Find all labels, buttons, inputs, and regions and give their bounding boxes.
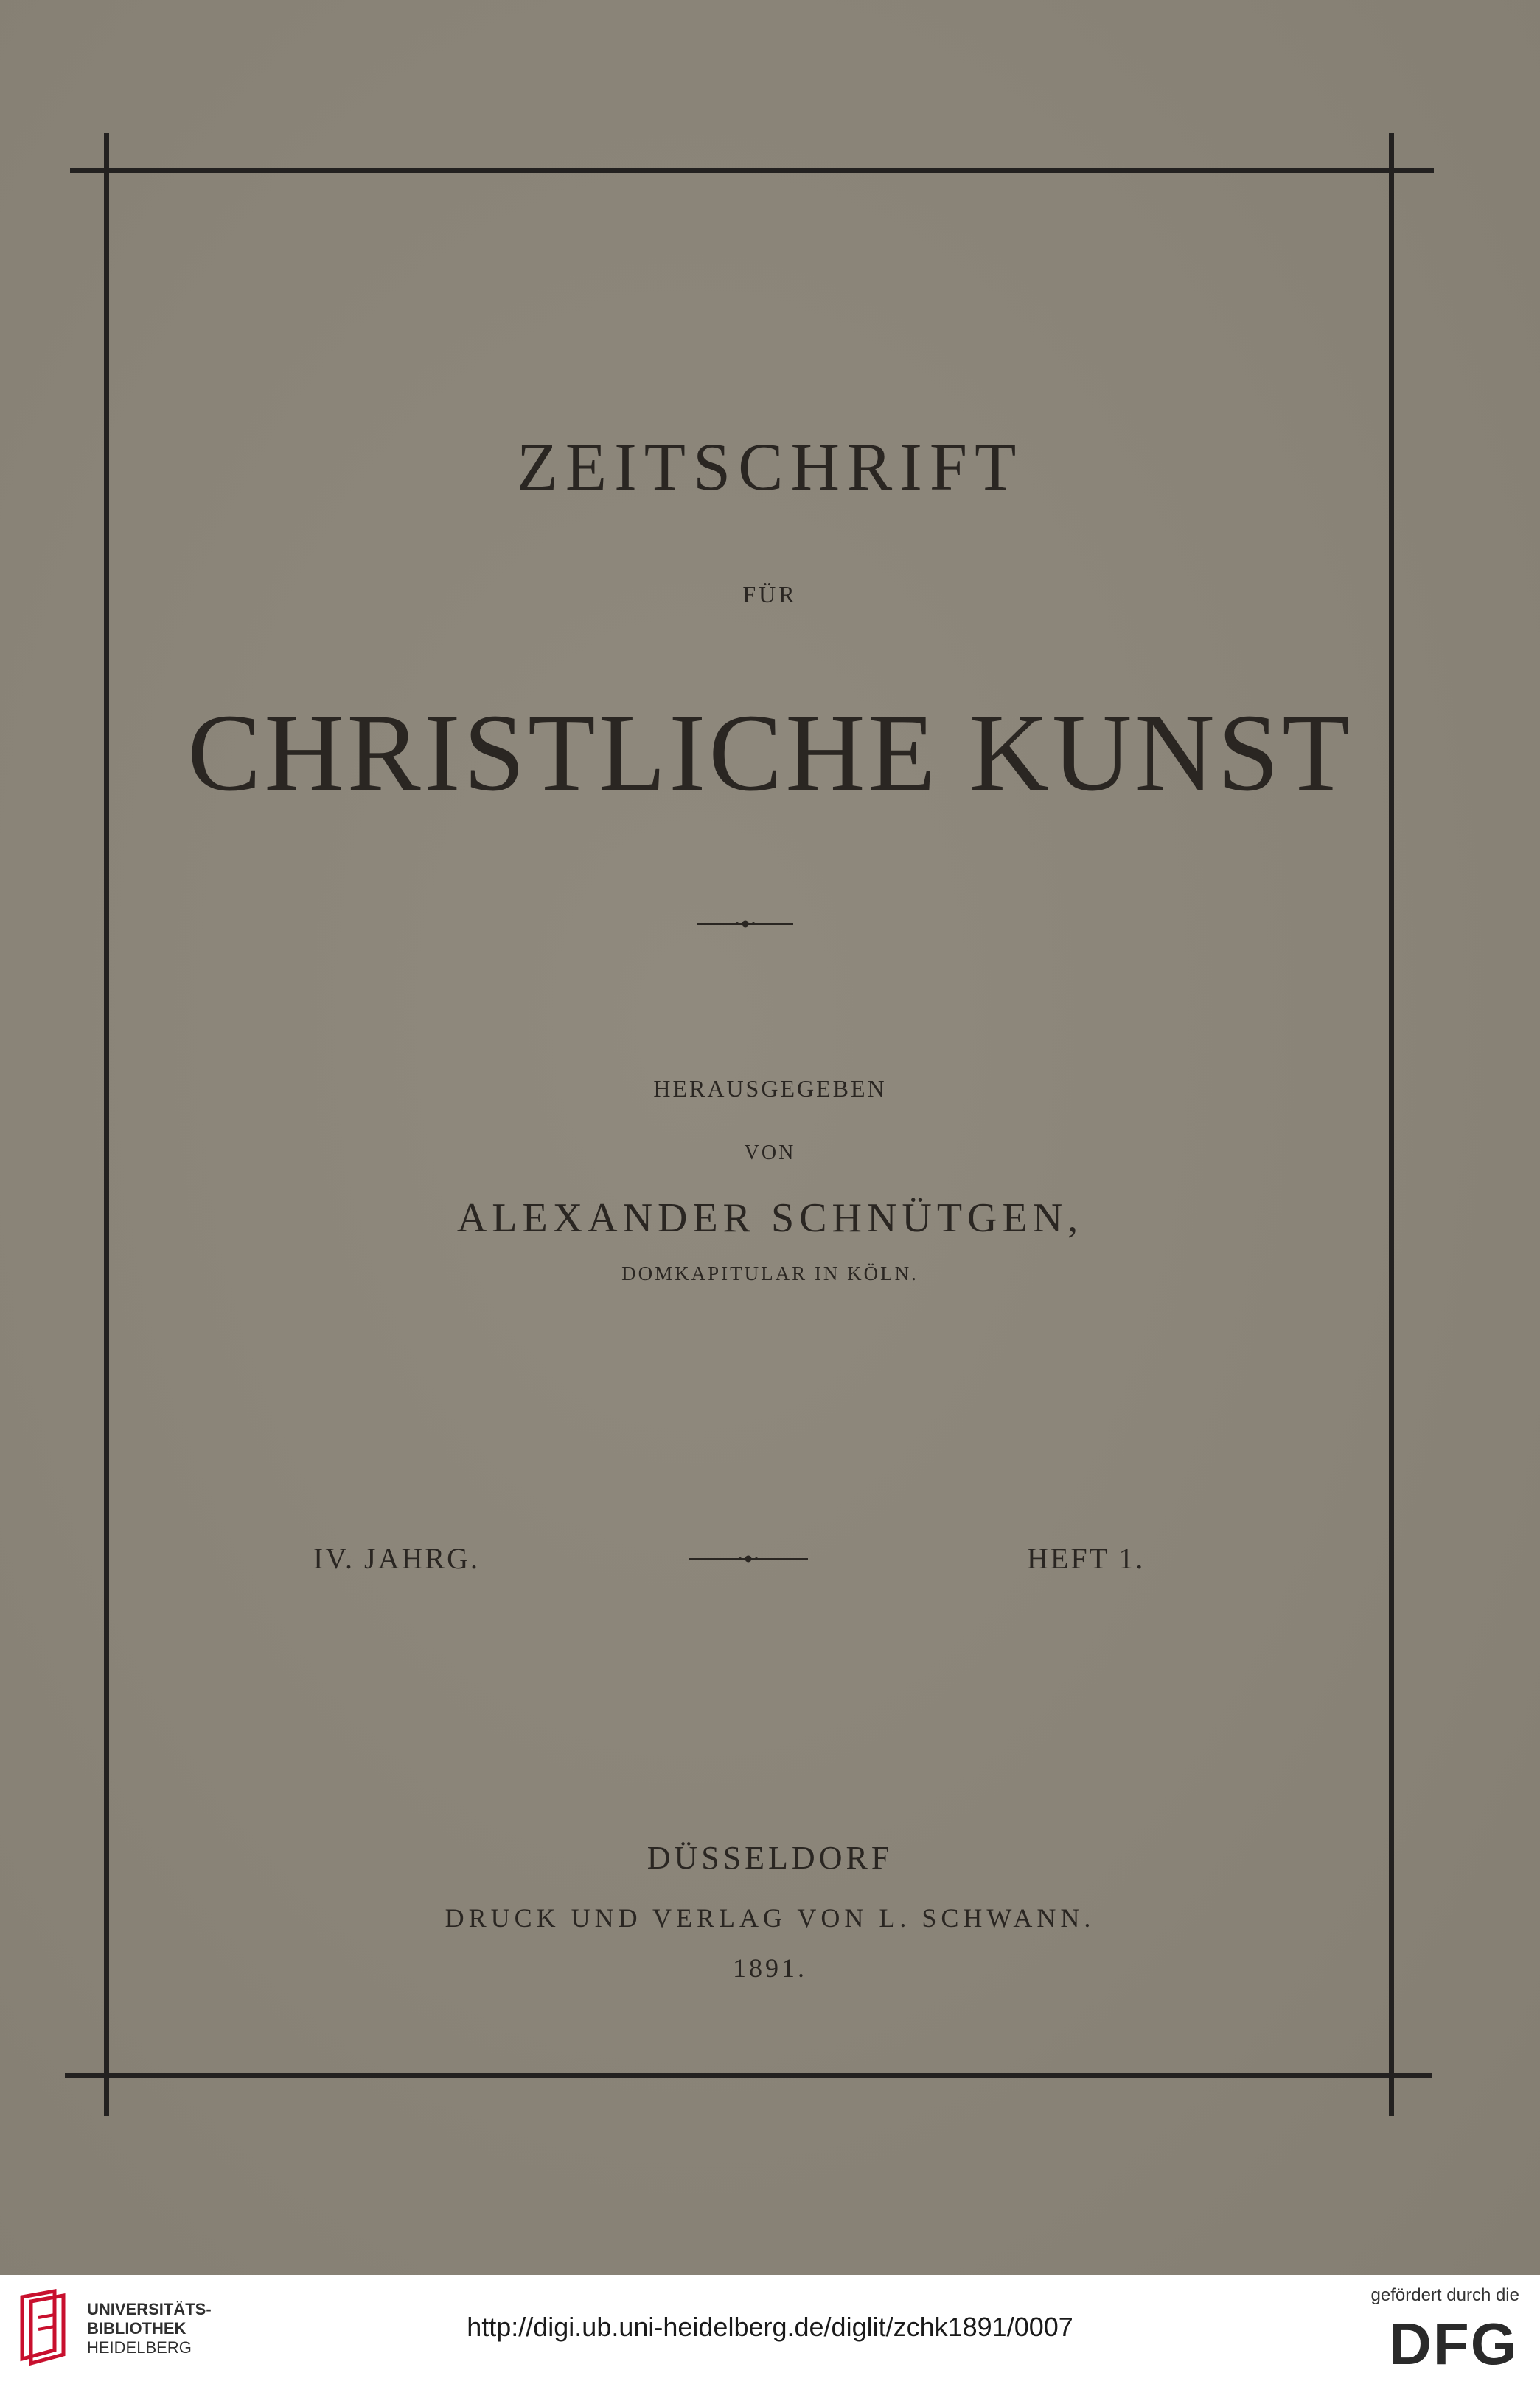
ornament-divider-volume (687, 1553, 809, 1565)
digitization-footer (0, 2275, 1540, 2384)
dfg-logo: DFG (1389, 2311, 1518, 2377)
library-name-line-1: UNIVERSITÄTS- (87, 2300, 212, 2318)
title-line-1: ZEITSCHRIFT (516, 429, 1024, 504)
title-line-2: FÜR (742, 581, 798, 608)
library-name-line-3: HEIDELBERG (87, 2338, 192, 2357)
edited-by-label: HERAUSGEGEBEN (653, 1075, 887, 1102)
issue-label: HEFT 1. (1027, 1542, 1146, 1575)
title-line-3: CHRISTLICHE KUNST (187, 692, 1353, 814)
volume-label: IV. JAHRG. (313, 1542, 480, 1575)
editor-title: DOMKAPITULAR IN KÖLN. (621, 1262, 919, 1285)
funding-caption: gefördert durch die (1370, 2285, 1519, 2305)
publication-year: 1891. (733, 1953, 807, 1983)
frame-rule-bottom (65, 2073, 1432, 2078)
library-name-line-2: BIBLIOTHEK (87, 2319, 187, 2338)
editor-name: ALEXANDER SCHNÜTGEN, (456, 1195, 1084, 1241)
by-label: VON (744, 1141, 796, 1164)
publication-city: DÜSSELDORF (647, 1840, 893, 1876)
publisher-line: DRUCK UND VERLAG VON L. SCHWANN. (445, 1903, 1095, 1933)
ornament-divider (696, 918, 795, 930)
source-url-link[interactable]: http://digi.ub.uni-heidelberg.de/diglit/zchk1891/0007 (467, 2312, 1073, 2342)
frame-rule-top (70, 168, 1434, 173)
